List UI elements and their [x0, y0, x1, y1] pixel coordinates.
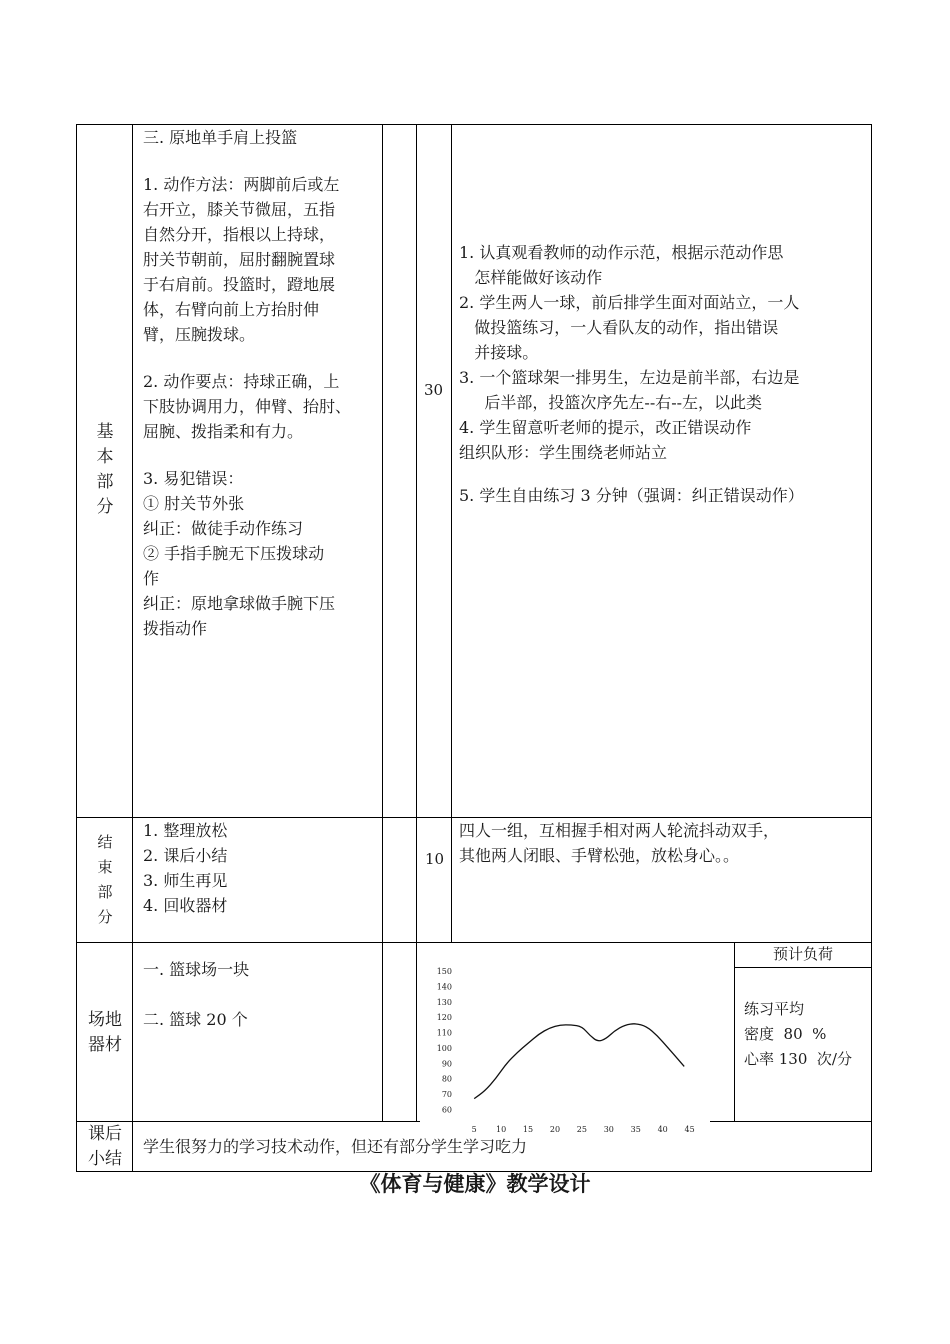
label-char: 本: [96, 447, 114, 467]
load-col-divider: [734, 942, 735, 1122]
y-tick-label: 70: [441, 1090, 452, 1100]
org-line: 2. 学生两人一球，前后排学生面对面站立，一人: [459, 293, 800, 312]
content-line: [143, 150, 351, 172]
org-line: 3. 一个篮球架一排男生，左边是前半部，右边是: [459, 368, 800, 387]
content-line: 三. 原地单手肩上投篮: [143, 128, 298, 147]
load-header-divider: [734, 967, 872, 968]
summary-label: [84, 1122, 126, 1172]
equipment-items: [143, 957, 249, 1032]
ending-time: 10: [425, 850, 445, 868]
org-line: 并接球。: [459, 343, 539, 362]
content-line: 于右肩前。投篮时，蹬地展: [143, 275, 336, 294]
heart-rate-chart: [420, 960, 710, 1138]
basic-section-label: [90, 420, 120, 520]
col-divider-b: [416, 124, 417, 1122]
y-tick-label: 120: [436, 1013, 452, 1023]
content-line: 拨指动作: [143, 619, 208, 638]
load-line: 密度 80 %: [744, 1025, 827, 1043]
y-tick-label: 130: [436, 997, 452, 1007]
label-line: 器材: [88, 1035, 122, 1055]
label-line: 场地: [88, 1010, 122, 1030]
content-line: 纠正：做徒手动作练习: [143, 519, 304, 538]
org-line: 1. 认真观看教师的动作示范，根据示范动作思: [459, 243, 784, 262]
x-tick-label: 35: [630, 1125, 641, 1134]
x-tick-label: 10: [495, 1125, 507, 1134]
basic-time: 30: [424, 381, 444, 399]
equipment-item: 一. 篮球场一块: [143, 960, 250, 979]
table-right-border: [871, 124, 872, 1172]
content-line: 右开立，膝关节微屈，五指: [143, 200, 336, 219]
basic-organization: [459, 240, 804, 508]
content-line: 1. 整理放松: [143, 821, 228, 840]
basic-content: [143, 125, 351, 641]
y-tick-label: 110: [436, 1028, 452, 1038]
content-line: 2. 课后小结: [143, 846, 228, 865]
chart-background: [420, 960, 710, 1138]
org-line: 4. 学生留意听老师的提示，改正错误动作: [459, 418, 752, 437]
y-tick-label: 60: [441, 1105, 452, 1115]
content-line: 纠正：原地拿球做手腕下压: [143, 594, 336, 613]
ending-organization: [459, 818, 779, 868]
content-line: ① 肘关节外张: [143, 494, 245, 513]
label-char: 分: [96, 497, 114, 517]
equipment-item: 二. 篮球 20 个: [143, 1010, 248, 1029]
y-tick-label: 90: [441, 1059, 452, 1069]
content-line: 3. 易犯错误：: [143, 469, 244, 488]
org-line: 组织队形：学生围绕老师站立: [459, 443, 668, 462]
x-tick-label: 5: [471, 1125, 477, 1134]
load-line: 心率 130 次/分: [744, 1050, 852, 1068]
label-char: 分: [97, 908, 113, 926]
org-line: [459, 465, 804, 483]
x-tick-label: 20: [549, 1125, 561, 1134]
org-line: 其他两人闭眼、手臂松弛，放松身心。。: [459, 846, 740, 865]
org-line: 怎样能做好该动作: [459, 268, 603, 287]
org-line: 四人一组，互相握手相对两人轮流抖动双手，: [459, 821, 780, 840]
load-details: [744, 997, 852, 1072]
ending-section-label: [90, 830, 120, 930]
y-tick-label: 140: [436, 982, 452, 992]
org-line: 后半部，投篮次序先左--右--左，以此类: [459, 393, 763, 412]
y-tick-label: 80: [441, 1074, 452, 1084]
content-line: 作: [143, 569, 160, 588]
x-tick-label: 40: [657, 1125, 668, 1134]
ending-content: [143, 818, 227, 918]
org-line: 做投篮练习，一人看队友的动作，指出错误: [459, 318, 779, 337]
load-line: 练习平均: [744, 1000, 805, 1018]
spacer: [143, 982, 249, 1007]
x-tick-label: 15: [522, 1125, 534, 1134]
content-line: [143, 347, 351, 369]
label-char: 束: [97, 858, 113, 876]
content-line: ② 手指手腕无下压拨球动: [143, 544, 325, 563]
y-tick-label: 100: [436, 1043, 452, 1053]
equipment-section-label: [84, 1008, 126, 1058]
content-line: 肘关节朝前，屈肘翻腕置球: [143, 250, 336, 269]
x-tick-label: 30: [603, 1125, 614, 1134]
load-header: 预计负荷: [772, 945, 833, 963]
content-line: 4. 回收器材: [143, 896, 228, 915]
label-char: 部: [97, 883, 113, 901]
col-divider-c: [451, 124, 452, 943]
content-line: 自然分开，指根以上持球，: [143, 225, 336, 244]
content-line: 屈腕、拨指柔和有力。: [143, 422, 304, 441]
content-line: 2. 动作要点：持球正确，上: [143, 372, 340, 391]
label-line: 小结: [88, 1149, 122, 1169]
label-line: 课后: [88, 1124, 122, 1144]
content-line: 体，右臂向前上方抬肘伸: [143, 300, 320, 319]
col-divider-label: [132, 124, 133, 1172]
col-divider-a: [382, 124, 383, 1122]
document-title: 《体育与健康》教学设计: [359, 1172, 591, 1196]
content-line: 3. 师生再见: [143, 871, 228, 890]
x-tick-label: 25: [576, 1125, 587, 1134]
content-line: [143, 444, 351, 466]
table-left-border: [76, 124, 77, 1172]
label-char: 部: [96, 472, 114, 492]
y-tick-label: 150: [436, 967, 452, 977]
content-line: 1. 动作方法：两脚前后或左: [143, 175, 340, 194]
label-char: 结: [97, 833, 113, 851]
content-line: 下肢协调用力，伸臂、抬肘、: [143, 397, 352, 416]
org-line: 5. 学生自由练习 3 分钟（强调：纠正错误动作）: [459, 486, 804, 505]
label-char: 基: [96, 422, 114, 442]
summary-text: 学生很努力的学习技术动作，但还有部分学生学习吃力: [143, 1137, 528, 1156]
content-line: 臂，压腕拨球。: [143, 325, 256, 344]
x-tick-labels: [472, 1125, 695, 1134]
x-tick-label: 45: [684, 1125, 695, 1134]
